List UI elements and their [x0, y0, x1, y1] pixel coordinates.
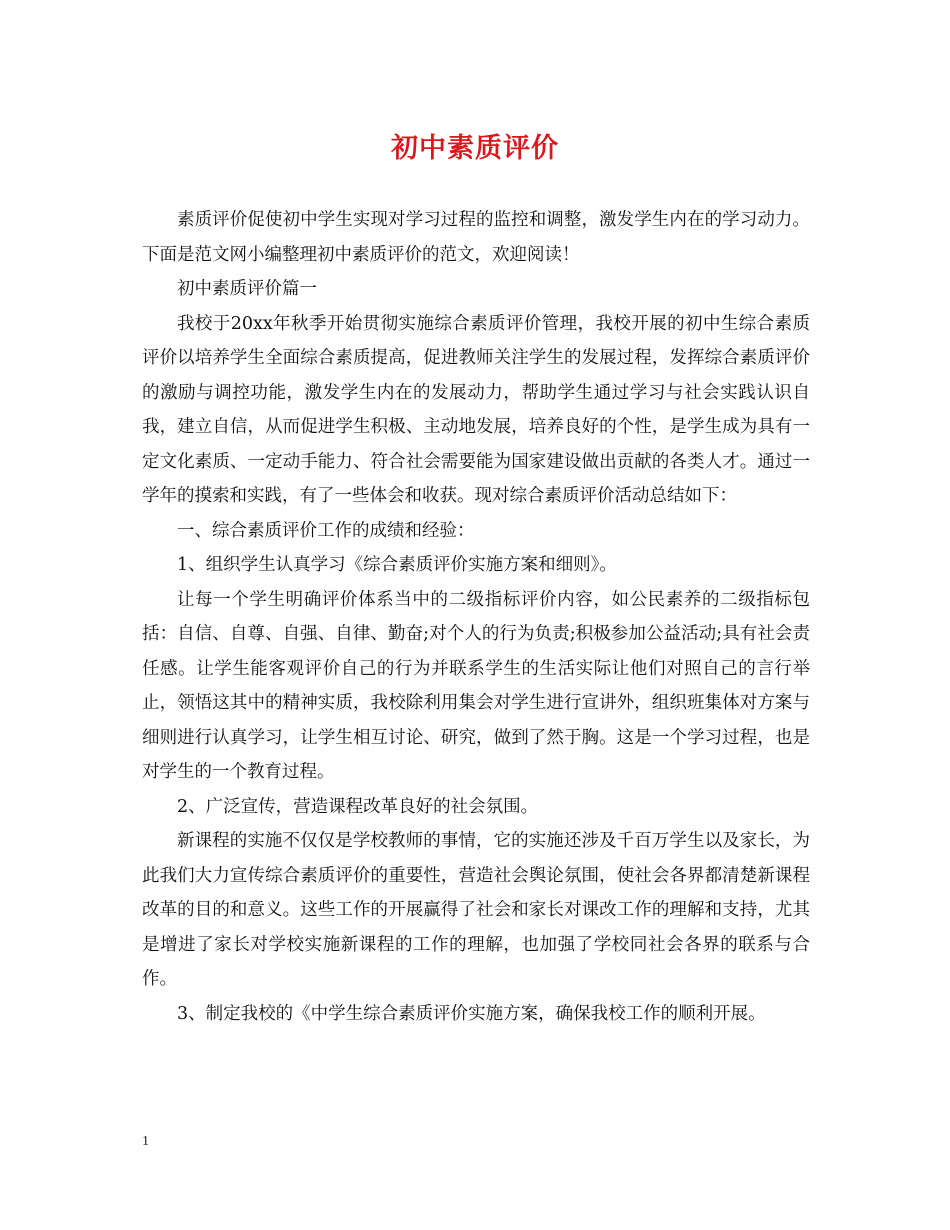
paragraph-intro: 素质评价促使初中学生实现对学习过程的监控和调整，激发学生内在的学习动力。下面是范文网小编整理初中素质评价的范文，欢迎阅读！: [142, 210, 810, 265]
list-item-1: 1、组织学生认真学习《综合素质评价实施方案和细则》。: [177, 555, 617, 575]
list-item-2: 2、广泛宣传，营造课程改革良好的社会氛围。: [177, 796, 539, 817]
section-heading: 初中素质评价篇一: [177, 279, 317, 299]
subheading-achievements: 一、综合素质评价工作的成绩和经验：: [177, 520, 475, 541]
paragraph-indicators: 让每一个学生明确评价体系当中的二级指标评价内容，如公民素养的二级指标包括：自信、自尊、自强、自律、勤奋;对个人的行为负责;积极参加公益活动;具有社会责任感。让学生能客观评价自己的行为并联系学生的生活实际让他们对照自己的言行举止，领悟这其中的精神实质，我校除利用集会对学生进行宣讲外，组织班集体对方案与细则进行认真学习，让学生相互讨论、研究，做到了然于胸。这是一个学习过程，也是对学生的一个教育过程。: [142, 589, 810, 782]
paragraph-publicity: 新课程的实施不仅仅是学校教师的事情，它的实施还涉及千百万学生以及家长，为此我们大力宣传综合素质评价的重要性，营造社会舆论氛围，使社会各界都清楚新课程改革的目的和意义。这些工作的开展赢得了社会和家长对课改工作的理解和支持，尤其是增进了家长对学校实施新课程的工作的理解，也加强了学校同社会各界的联系与合作。: [142, 831, 810, 989]
paragraph-overview: 我校于20xx年秋季开始贯彻实施综合素质评价管理，我校开展的初中生综合素质评价以培养学生全面综合素质提高，促进教师关注学生的发展过程，发挥综合素质评价的激励与调控功能，激发学生内在的发展动力，帮助学生通过学习与社会实践认识自我，建立自信，从而促进学生积极、主动地发展，培养良好的个性，是学生成为具有一定文化素质、一定动手能力、符合社会需要能为国家建设做出贡献的各类人才。通过一学年的摸索和实践，有了一些体会和收获。现对综合素质评价活动总结如下：: [142, 313, 810, 506]
document-body: [142, 203, 810, 1031]
page-number: 1: [142, 1134, 149, 1149]
document-title: 初中素质评价: [391, 133, 559, 164]
list-item-3: 3、制定我校的《中学生综合素质评价实施方案，确保我校工作的顺利开展。: [177, 1003, 766, 1024]
